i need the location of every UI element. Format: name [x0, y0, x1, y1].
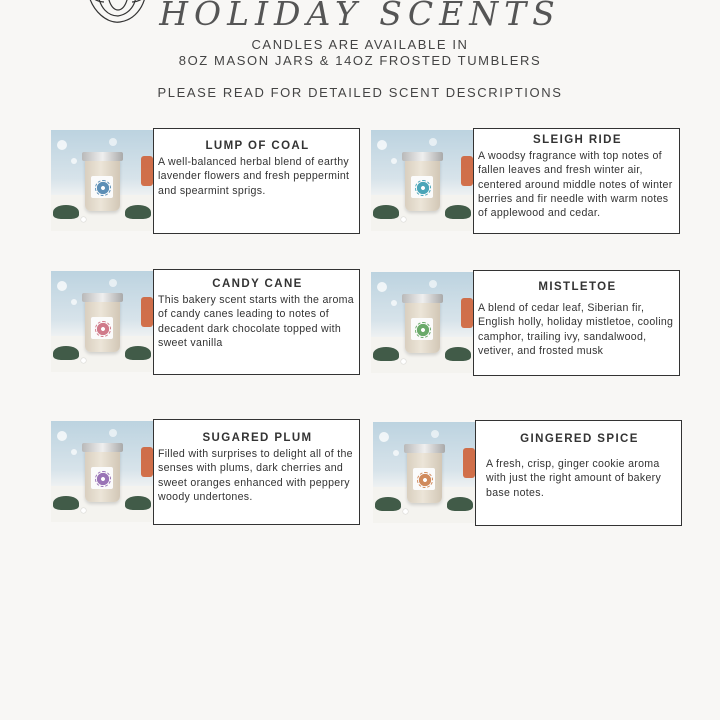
flower-label-icon — [415, 180, 431, 196]
candle-photo — [51, 130, 155, 231]
candle-photo — [51, 271, 155, 372]
scent-card-sleigh-ride — [371, 128, 676, 236]
scent-description-box — [473, 128, 680, 234]
scent-card-candy-cane — [51, 269, 356, 377]
scent-description: A woodsy fragrance with top notes of fallen leaves and fresh winter air, centered around middle notes of winter berries and fir needle with warm notes of applewood and cedar. — [478, 150, 673, 220]
candle-photo — [51, 421, 155, 522]
candle-photo — [373, 422, 477, 523]
candle-photo — [371, 272, 475, 373]
instruction-text: PLEASE READ FOR DETAILED SCENT DESCRIPTIONS — [157, 85, 563, 100]
flower-label-icon — [95, 321, 111, 337]
flower-label-icon — [95, 180, 111, 196]
scent-description: A well-balanced herbal blend of earthy lavender flowers and fresh peppermint and spearmint sprigs. — [158, 156, 350, 197]
scent-description-box — [473, 270, 680, 376]
flower-label-icon — [417, 472, 433, 488]
scent-card-lump-of-coal — [51, 128, 356, 236]
scent-name: CANDY CANE — [212, 278, 303, 290]
scent-card-mistletoe — [371, 270, 676, 378]
scent-name: MISTLETOE — [538, 281, 617, 293]
flower-label-icon — [415, 322, 431, 338]
scent-description: A blend of cedar leaf, Siberian fir, English holly, holiday mistletoe, cooling camphor, trailing ivy, sandalwood, vetiver, and frosted musk — [478, 302, 674, 357]
scent-card-gingered-spice — [373, 420, 678, 528]
scent-description: A fresh, crisp, ginger cookie aroma with just the right amount of bakery base notes. — [486, 458, 662, 499]
subtitle-line-1: CANDLES ARE AVAILABLE IN — [251, 37, 469, 52]
scent-card-sugared-plum — [51, 419, 356, 527]
scent-description-box — [153, 128, 360, 234]
scent-name: SUGARED PLUM — [202, 432, 313, 444]
scent-description-box — [475, 420, 682, 526]
scent-description-box — [153, 419, 360, 525]
scent-name: LUMP OF COAL — [205, 140, 310, 152]
candle-photo — [371, 130, 475, 231]
scent-name: GINGERED SPICE — [520, 433, 639, 445]
flower-label-icon — [95, 471, 111, 487]
subtitle-line-2: 8OZ MASON JARS & 14OZ FROSTED TUMBLERS — [178, 53, 542, 68]
scent-description: This bakery scent starts with the aroma of candy canes leading to notes of decadent dark chocolate topped with sweet vanilla — [158, 294, 354, 349]
scent-description-box — [153, 269, 360, 375]
scent-name: SLEIGH RIDE — [533, 134, 622, 146]
scent-description: Filled with surprises to delight all of the senses with plums, dark cherries and sweet oranges enhanced with peppery woody undertones. — [158, 448, 353, 503]
page-title: HOLIDAY SCENTS — [159, 0, 561, 33]
